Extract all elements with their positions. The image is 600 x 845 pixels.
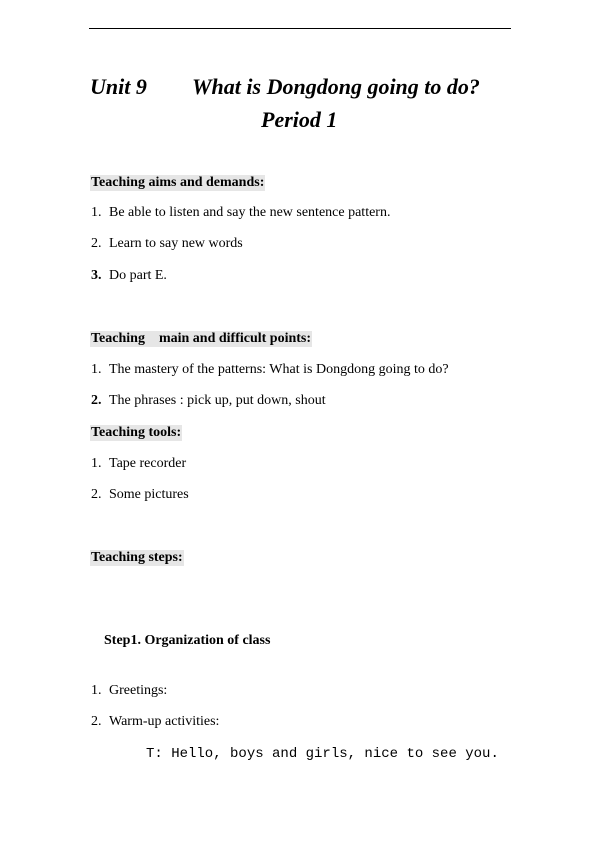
- list-text: Greetings:: [109, 683, 168, 698]
- aims-heading: Teaching aims and demands:: [91, 175, 265, 190]
- unit-title: Unit 9: [90, 74, 147, 99]
- list-number: 1.: [91, 456, 102, 471]
- aims-item: [91, 236, 243, 252]
- top-rule: [89, 28, 511, 29]
- period-title: Period 1: [261, 107, 338, 132]
- list-number: 2.: [91, 393, 102, 408]
- list-text: The phrases : pick up, put down, shout: [109, 393, 326, 408]
- aims-item: [91, 205, 390, 221]
- list-number: 2.: [91, 236, 102, 251]
- list-text: Tape recorder: [109, 456, 187, 471]
- points-heading: Teaching main and difficult points:: [91, 331, 312, 346]
- list-text: Some pictures: [109, 487, 189, 502]
- lesson-title: What is Dongdong going to do?: [192, 74, 480, 99]
- list-text: Be able to listen and say the new sentence pattern.: [109, 205, 391, 220]
- list-number: 1.: [91, 205, 102, 220]
- list-text: The mastery of the patterns: What is Dongdong going to do?: [109, 362, 449, 377]
- step1-heading: Step1. Organization of class: [104, 633, 271, 648]
- list-number: 2.: [91, 487, 102, 502]
- list-text: Do part E.: [109, 268, 167, 283]
- list-number: 3.: [91, 268, 102, 283]
- list-text: Learn to say new words: [109, 236, 243, 251]
- dialogue-line: T: Hello, boys and girls, nice to see you.: [146, 746, 499, 762]
- tools-heading: Teaching tools:: [91, 425, 182, 440]
- tools-item: [91, 487, 189, 503]
- list-number: 1.: [91, 683, 102, 698]
- list-number: 1.: [91, 362, 102, 377]
- points-item: [91, 362, 449, 378]
- steps-heading: Teaching steps:: [91, 550, 183, 565]
- list-text: Warm-up activities:: [109, 714, 220, 729]
- tools-item: [91, 456, 186, 472]
- steps-item: [91, 683, 167, 699]
- points-item: [91, 393, 326, 409]
- steps-item: [91, 714, 219, 730]
- list-number: 2.: [91, 714, 102, 729]
- aims-item: [91, 268, 167, 284]
